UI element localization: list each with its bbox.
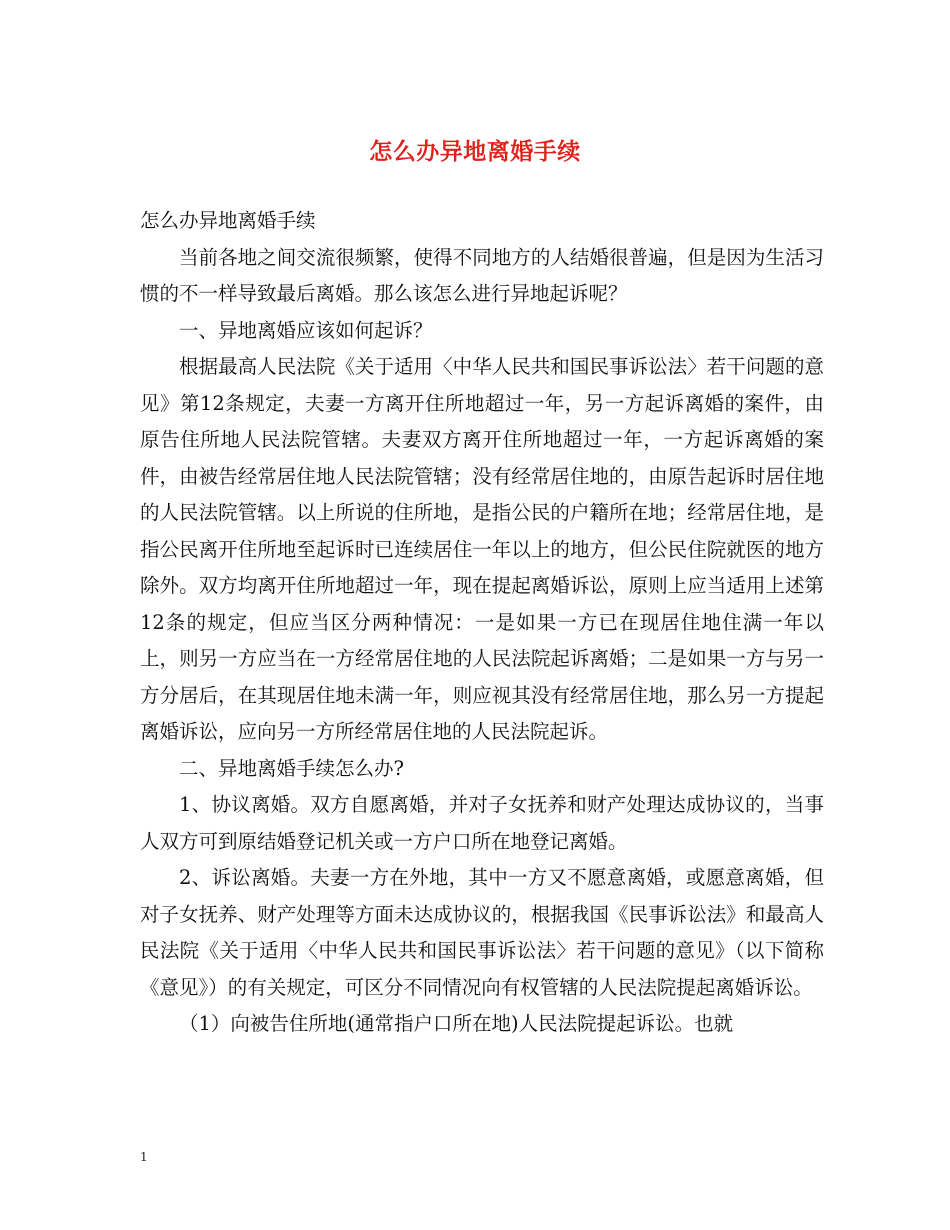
document-body [140,203,824,1043]
page-number: 1 [140,1150,148,1164]
section-heading-1: 一、异地离婚应该如何起诉？ [179,318,433,342]
paragraph-intro: 当前各地之间交流很频繁，使得不同地方的人结婚很普遍，但是因为生活习惯的不一样导致最后离婚。那么该怎么进行异地起诉呢？ [140,245,824,305]
paragraph-agreement-divorce: 1、协议离婚。双方自愿离婚，并对子女抚养和财产处理达成协议的，当事人双方可到原结婚登记机关或一方户口所在地登记离婚。 [140,793,824,853]
section-heading-2: 二、异地离婚手续怎么办? [179,756,404,780]
paragraph-jurisdiction: 根据最高人民法院《关于适用〈中华人民共和国民事诉讼法〉若干问题的意见》第12条规定，夫妻一方离开住所地超过一年，另一方起诉离婚的案件，由原告住所地人民法院管辖。夫妻双方离开住所地超过一年，一方起诉离婚的案件，由被告经常居住地人民法院管辖；没有经常居住地的，由原告起诉时居住地的人民法院管辖。以上所说的住所地，是指公民的户籍所在地；经常居住地，是指公民离开住所地至起诉时已连续居住一年以上的地方，但公民住院就医的地方除外。双方均离开住所地超过一年，现在提起离婚诉讼，原则上应当适用上述第12条的规定，但应当区分两种情况：一是如果一方已在现居住地住满一年以上，则另一方应当在一方经常居住地的人民法院起诉离婚；二是如果一方与另一方分居后，在其现居住地未满一年，则应视其没有经常居住地，那么另一方提起离婚诉讼，应向另一方所经常居住地的人民法院起诉。 [140,355,824,743]
paragraph-heading: 怎么办异地离婚手续 [140,209,316,232]
paragraph-litigation-divorce: 2、诉讼离婚。夫妻一方在外地，其中一方又不愿意离婚，或愿意离婚，但对子女抚养、财产处理等方面未达成协议的，根据我国《民事诉讼法》和最高人民法院《关于适用〈中华人民共和国民事诉讼法〉若干问题的意见》（以下简称《意见》）的有关规定，可区分不同情况向有权管辖的人民法院提起离婚诉讼。 [140,866,824,999]
paragraph-defendant-residence: （1）向被告住所地(通常指户口所在地)人民法院提起诉讼。也就 [179,1012,734,1035]
document-title: 怎么办异地离婚手续 [369,138,581,165]
